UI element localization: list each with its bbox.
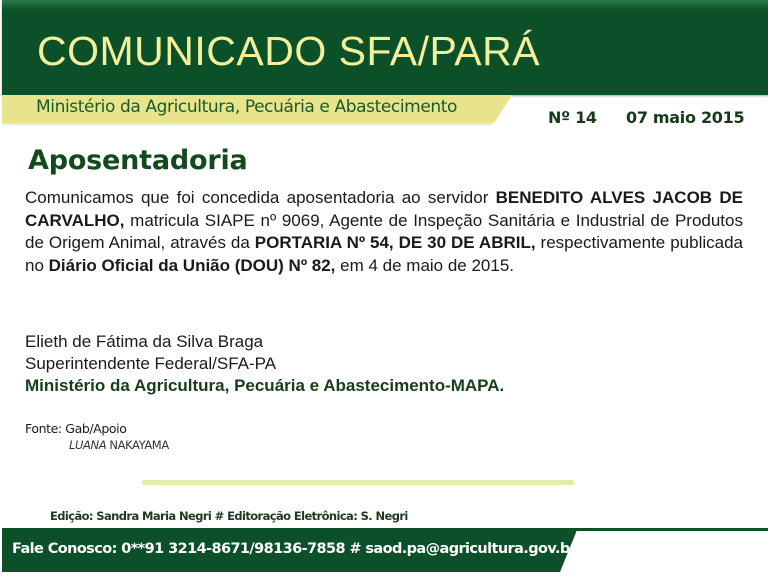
signature-block (25, 331, 504, 397)
signatory-role: Superintendente Federal/SFA-PA (25, 354, 277, 373)
body-text-2: matricula SIAPE nº 9069, Agente de Inspeção Sanitária e Industrial de Produtos de Origem Animal, através da (25, 210, 743, 252)
author-last-name: NAKAYAMA (106, 438, 169, 452)
body-text-3: respectivamente publicada no (25, 233, 743, 275)
retiree-name: BENEDITO ALVES JACOB DE CARVALHO, (25, 188, 743, 230)
article-body (25, 187, 743, 277)
newsletter-title: COMUNICADO SFA/PARÁ (37, 28, 541, 74)
contact-info: Fale Conosco: 0**91 3214-8671/98136-7858 # saod.pa@agricultura.gov.br (12, 541, 577, 557)
portaria-reference: PORTARIA Nº 54, DE 30 DE ABRIL, (254, 233, 536, 252)
article-title: Aposentadoria (28, 145, 248, 176)
banner-shadow (2, 123, 492, 127)
body-text-4: em 4 de maio de 2015. (335, 255, 515, 275)
body-text-1: Comunicamos que foi concedida aposentadoria ao servidor (25, 188, 496, 207)
divider-line (142, 480, 574, 485)
dou-reference: Diário Oficial da União (DOU) Nº 82, (48, 255, 336, 275)
source-label: Fonte: Gab/Apoio (25, 421, 127, 436)
issue-date: 07 maio 2015 (626, 108, 745, 127)
author-first-name: LUANA (69, 438, 107, 452)
source-block (25, 420, 169, 454)
source-author (25, 437, 169, 454)
ministry-name: Ministério da Agricultura, Pecuária e Abastecimento (36, 97, 458, 117)
issue-number: Nº 14 (548, 108, 597, 127)
edition-credits: Edição: Sandra Maria Negri # Editoração Eletrônica: S. Negri (50, 509, 408, 523)
footer-corner-cut (560, 530, 768, 572)
signatory-name: Elieth de Fátima da Silva Braga (25, 332, 264, 351)
signatory-org: Ministério da Agricultura, Pecuária e Abastecimento-MAPA. (25, 376, 505, 395)
footer-top-strip (577, 528, 768, 531)
